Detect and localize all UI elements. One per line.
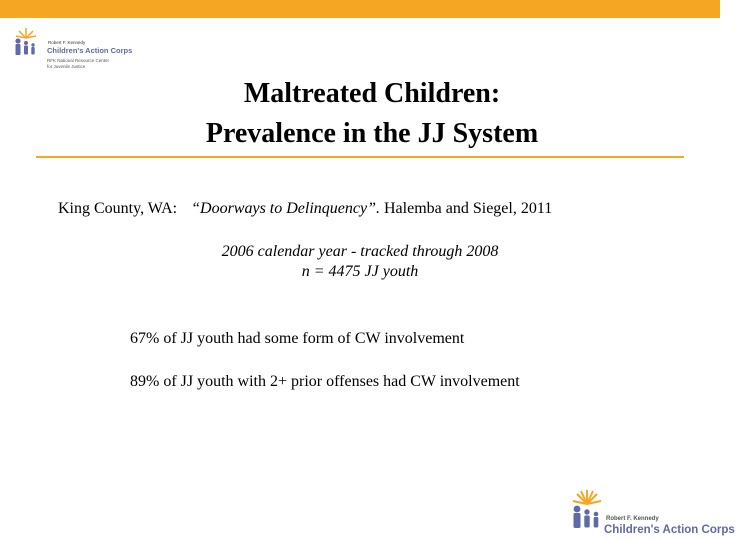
title-line-2: Prevalence in the JJ System [205, 118, 539, 149]
stat-cw-involvement: 67% of JJ youth had some form of CW involvement [130, 330, 465, 347]
source-location: King County, WA: [58, 200, 178, 217]
top-accent-bar [0, 0, 720, 18]
logo-line-name: Children's Action Corps [47, 46, 133, 55]
logo-bottom-name: Children's Action Corps [604, 524, 735, 536]
source-citation [58, 200, 552, 218]
source-quote: “Doorways to Delinquency”. [191, 200, 380, 217]
logo-line-center-1: RFK National Resource Center [47, 58, 110, 63]
study-sample-size: n = 4475 JJ youth [301, 263, 419, 280]
family-sunburst-icon [10, 26, 40, 58]
title-divider [36, 156, 684, 158]
study-period: 2006 calendar year - tracked through 2008 [221, 243, 499, 260]
study-details [0, 242, 720, 282]
stat-prior-offenses: 89% of JJ youth with 2+ prior offenses had CW involvement [130, 373, 520, 390]
source-authors: Halemba and Siegel, 2011 [384, 200, 553, 217]
title-line-1: Maltreated Children: [243, 78, 501, 109]
slide-title [0, 74, 744, 154]
rfk-logo-top [10, 26, 133, 76]
family-sunburst-icon [566, 488, 606, 532]
rfk-logo-bottom [566, 488, 735, 538]
logo-bottom-org: Robert F. Kennedy [606, 516, 659, 522]
logo-line-center-2: for Juvenile Justice [47, 63, 86, 69]
logo-line-org: Robert F. Kennedy [48, 40, 86, 45]
logo-line-center [47, 58, 109, 69]
